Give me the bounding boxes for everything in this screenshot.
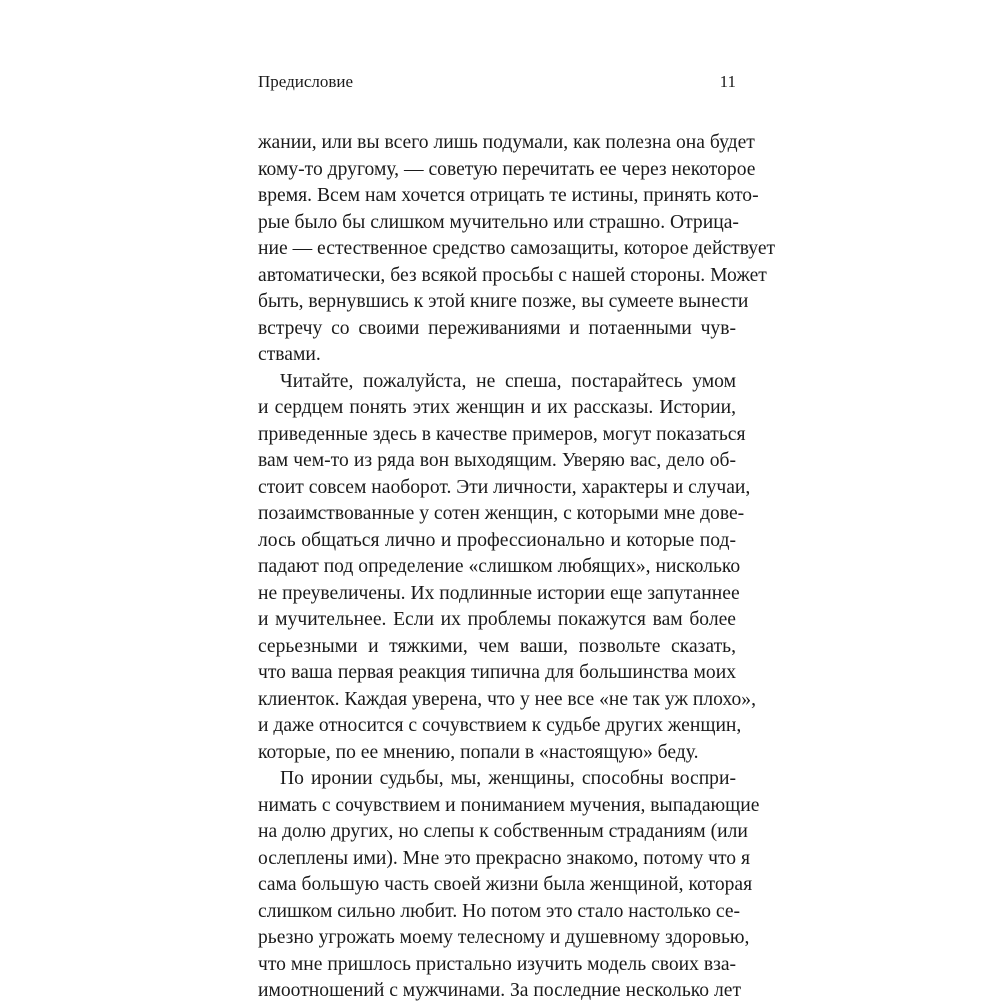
paragraph: [258, 130, 776, 369]
page-number: 11: [719, 72, 736, 91]
text-line: кому-то другому, — советую перечитать ее через некоторое: [258, 158, 756, 180]
text-line: стоит совсем наоборот. Эти личности, характеры и случаи,: [258, 476, 751, 498]
chapter-title: Предисловие: [258, 72, 354, 91]
paragraph: [258, 766, 760, 1005]
text-line: слишком сильно любит. Но потом это стало настолько се-: [258, 900, 741, 922]
text-line: что ваша первая реакция типична для большинства моих: [258, 662, 736, 683]
text-line: ние — естественное средство самозащиты, которое действует: [258, 238, 776, 259]
text-line: время. Всем нам хочется отрицать те истины, принять кото-: [258, 185, 759, 206]
text-line: серьезными и тяжкими, чем ваши, позвольте сказать,: [258, 635, 736, 657]
text-line: встречу со своими переживаниями и потаенными чув-: [258, 317, 736, 339]
text-line: лось общаться лично и профессионально и которые под-: [258, 529, 736, 551]
text-line: ослеплены ими). Мне это прекрасно знакомо, потому что я: [258, 847, 751, 869]
text-line: что мне пришлось пристально изучить модель своих вза-: [258, 953, 737, 975]
text-line: и даже относится с сочувствием к судьбе других женщин,: [258, 715, 742, 736]
text-line: имоотношений с мужчинами. За последние несколько лет: [258, 980, 742, 1001]
text-line: сама большую часть своей жизни была женщиной, которая: [258, 874, 753, 895]
text-line: и сердцем понять этих женщин и их рассказы. Истории,: [258, 397, 736, 418]
text-line: на долю других, но слепы к собственным страданиям (или: [258, 821, 748, 842]
text-line: рые было бы слишком мучительно или страшно. Отрица-: [258, 211, 739, 233]
text-line: не преувеличены. Их подлинные истории еще запутаннее: [258, 582, 740, 604]
text-line: которые, по ее мнению, попали в «настоящую» беду.: [258, 741, 699, 763]
text-line: позаимствованные у сотен женщин, с которыми мне дове-: [258, 503, 745, 524]
text-line: и мучительнее. Если их проблемы покажутся вам более: [258, 609, 736, 630]
text-line: приведенные здесь в качестве примеров, могут показаться: [258, 423, 746, 445]
text-line: клиенток. Каждая уверена, что у нее все «не так уж плохо»,: [258, 688, 756, 710]
text-line: По иронии судьбы, мы, женщины, способны воспри-: [280, 768, 736, 789]
paragraph: [258, 369, 756, 767]
text-line: нимать с сочувствием и пониманием мучения, выпадающие: [258, 794, 760, 816]
text-line: рьезно угрожать моему телесному и душевному здоровью,: [258, 927, 750, 948]
text-line: жании, или вы всего лишь подумали, как полезна она будет: [258, 132, 755, 153]
text-line: ствами.: [258, 344, 321, 365]
text-line: вам чем-то из ряда вон выходящим. Уверяю вас, дело об-: [258, 450, 736, 471]
book-page: [258, 70, 776, 1005]
text-line: падают под определение «слишком любящих», нисколько: [258, 556, 741, 577]
body-text: [258, 130, 776, 1005]
text-line: быть, вернувшись к этой книге позже, вы сумеете вынести: [258, 291, 749, 312]
text-line: Читайте, пожалуйста, не спеша, постарайтесь умом: [280, 370, 736, 392]
running-header: [258, 70, 736, 94]
text-line: автоматически, без всякой просьбы с нашей стороны. Может: [258, 264, 767, 286]
